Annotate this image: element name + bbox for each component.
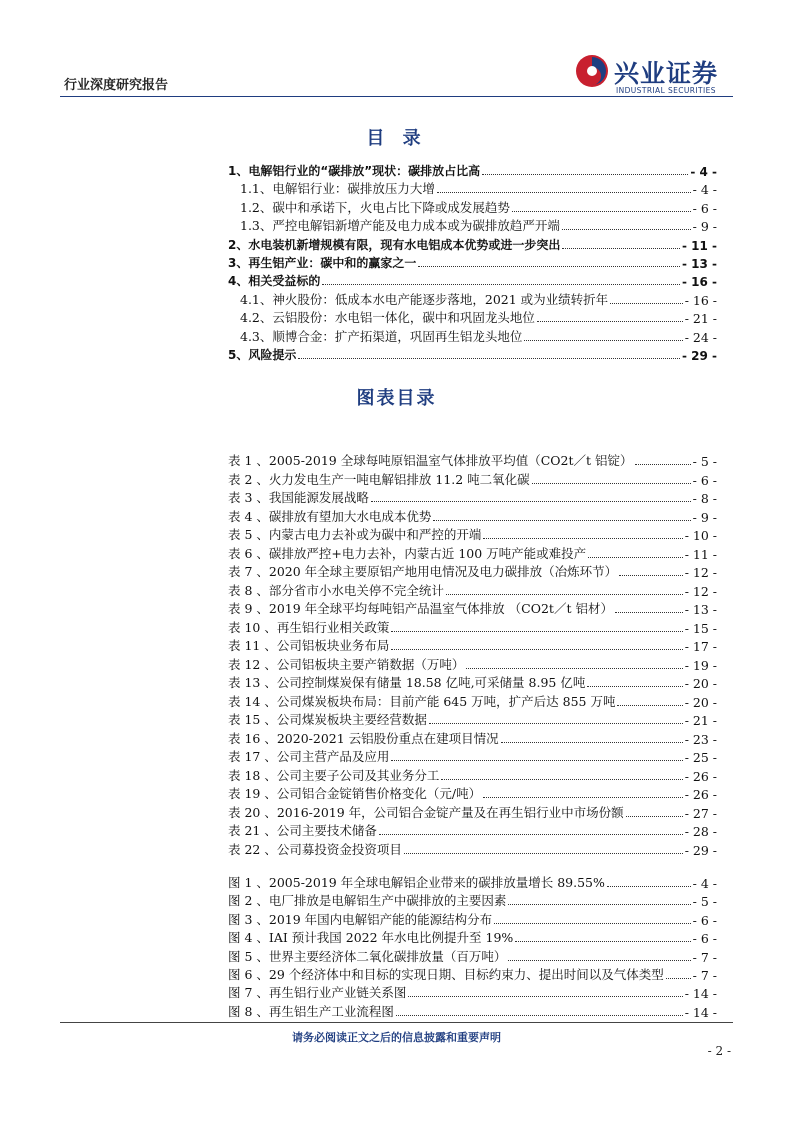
table-index-entry[interactable] (228, 747, 717, 765)
entry-page-number: - 6 - (692, 472, 717, 488)
table-index-entry[interactable] (228, 618, 717, 636)
entry-page-number: - 4 - (692, 876, 717, 891)
dot-leader (483, 538, 682, 539)
dot-leader (617, 705, 682, 706)
entry-title: 表 22 、公司募投资金投资项目 (228, 841, 402, 857)
dot-leader (437, 192, 691, 193)
company-logo (574, 52, 744, 100)
toc-entry[interactable] (228, 253, 717, 271)
toc-entry[interactable] (228, 271, 717, 289)
footer-divider (60, 1022, 733, 1023)
chart-index-entry[interactable] (228, 928, 717, 946)
entry-page-number: - 7 - (692, 949, 717, 965)
entry-page-number: - 12 - (684, 583, 717, 599)
entry-title: 图 3 、2019 年国内电解铝产能的能源结构分布 (228, 911, 493, 927)
chart-index-entry[interactable] (228, 891, 717, 909)
table-index-entry[interactable] (228, 488, 717, 506)
entry-title: 表 2 、火力发电生产一吨电解铝排放 11.2 吨二氧化碳 (228, 471, 530, 487)
entry-page-number: - 5 - (692, 454, 717, 469)
entry-page-number: - 26 - (684, 787, 717, 802)
entry-page-number: - 10 - (684, 528, 717, 543)
logo-emblem-icon (574, 52, 610, 90)
dot-leader (515, 941, 690, 942)
toc-entry[interactable] (240, 179, 717, 197)
entry-title: 图 4 、IAI 预计我国 2022 年水电比例提升至 19% (228, 930, 514, 946)
entry-page-number: - 11 - (684, 546, 717, 562)
entry-title: 表 4 、碳排放有望加大水电成本优势 (228, 508, 432, 524)
table-index-entry[interactable] (228, 692, 717, 710)
table-index-entry[interactable] (228, 636, 717, 654)
toc-entry[interactable] (240, 198, 717, 216)
entry-title: 表 12 、公司铝板块主要产销数据（万吨） (228, 656, 465, 672)
entry-title: 表 11 、公司铝板块业务布局 (228, 638, 390, 653)
table-index-entry[interactable] (228, 581, 717, 599)
entry-title: 1、电解铝行业的“碳排放”现状：碳排放占比高 (228, 164, 481, 178)
entry-page-number: - 7 - (692, 968, 717, 983)
figure-index-title: 图表目录 (356, 388, 437, 409)
dot-leader (512, 211, 691, 212)
entry-title: 表 9 、2019 年全球平均每吨铝产品温室气体排放 （CO2t／t 铝材） (228, 601, 613, 616)
dot-leader (391, 649, 682, 650)
table-index-entry[interactable] (228, 803, 717, 821)
table-index-entry[interactable] (228, 655, 717, 673)
entry-title: 4.3、顺博合金：扩产拓渠道，巩固再生铝龙头地位 (240, 328, 523, 344)
entry-page-number: - 9 - (692, 509, 717, 525)
entry-title: 表 16 、2020-2021 云铝股份重点在建项目情况 (228, 730, 499, 746)
entry-page-number: - 20 - (684, 676, 717, 691)
dot-leader (322, 284, 680, 285)
entry-title: 图 8 、再生铝生产工业流程图 (228, 1003, 394, 1019)
dot-leader (532, 483, 691, 484)
logo-chinese-name: 兴业证券 (614, 59, 719, 88)
entry-page-number: - 23 - (684, 731, 717, 747)
entry-page-number: - 16 - (681, 275, 717, 290)
dot-leader (466, 668, 682, 669)
dot-leader (404, 853, 683, 854)
dot-leader (537, 321, 683, 322)
entry-page-number: - 13 - (684, 602, 717, 617)
entry-title: 图 2 、电厂排放是电解铝生产中碳排放的主要因素 (228, 893, 507, 909)
entry-page-number: - 9 - (692, 219, 717, 235)
entry-title: 1.1、电解铝行业：碳排放压力大增 (240, 181, 435, 197)
dot-leader (396, 1015, 683, 1016)
dot-leader (391, 760, 682, 761)
entry-page-number: - 14 - (684, 986, 717, 1002)
toc-entry[interactable] (240, 308, 717, 326)
entry-title: 图 1 、2005-2019 年全球电解铝企业带来的碳排放量增长 89.55% (228, 875, 605, 890)
dot-leader (607, 886, 691, 887)
dot-leader (379, 834, 683, 835)
entry-title: 5、风险提示 (228, 348, 297, 362)
disclaimer-notice: 请务必阅读正文之后的信息披露和重要声明 (292, 1031, 501, 1044)
toc-entry[interactable] (240, 290, 717, 308)
dot-leader (482, 174, 688, 175)
dot-leader (524, 340, 682, 341)
table-index-entry[interactable] (228, 599, 717, 617)
entry-page-number: - 24 - (684, 329, 717, 345)
entry-title: 图 7 、再生铝行业产业链关系图 (228, 985, 407, 1001)
table-index-entry[interactable] (228, 673, 717, 691)
entry-page-number: - 29 - (684, 842, 717, 858)
header-divider (60, 96, 733, 97)
entry-title: 表 21 、公司主要技术储备 (228, 823, 377, 838)
dot-leader (508, 904, 690, 905)
toc-entry[interactable] (228, 161, 717, 179)
entry-page-number: - 29 - (681, 349, 717, 363)
entry-page-number: - 17 - (684, 639, 717, 654)
dot-leader (587, 686, 682, 687)
logo-english-name: INDUSTRIAL SECURITIES (616, 86, 716, 95)
toc-entry[interactable] (228, 235, 717, 253)
entry-page-number: - 28 - (684, 824, 717, 839)
dot-leader (619, 575, 683, 576)
toc-entry[interactable] (228, 345, 717, 363)
entry-page-number: - 21 - (684, 311, 717, 327)
entry-page-number: - 21 - (684, 713, 717, 728)
table-index-entry[interactable] (228, 507, 717, 525)
table-index-entry[interactable] (228, 470, 717, 488)
entry-title: 图 5 、世界主要经济体二氧化碳排放量（百万吨） (228, 948, 507, 964)
entry-page-number: - 4 - (690, 165, 717, 179)
entry-page-number: - 19 - (684, 657, 717, 673)
entry-page-number: - 11 - (681, 238, 717, 253)
entry-page-number: - 27 - (684, 805, 717, 821)
dot-leader (371, 501, 691, 502)
entry-page-number: - 5 - (692, 894, 717, 910)
entry-title: 表 19 、公司铝合金锭销售价格变化（元/吨） (228, 786, 482, 801)
entry-page-number: - 6 - (692, 912, 717, 928)
table-index-entry[interactable] (228, 766, 717, 784)
entry-title: 表 20 、2016-2019 年，公司铝合金锭产量及在再生铝行业中市场份额 (228, 804, 624, 820)
entry-title: 3、再生铝产业：碳中和的赢家之一 (228, 256, 417, 270)
dot-leader (508, 960, 690, 961)
entry-page-number: - 8 - (692, 491, 717, 506)
toc-title: 目 录 (366, 128, 427, 149)
entry-title: 2、水电装机新增规模有限，现有水电铝成本优势或进一步突出 (228, 237, 561, 252)
chart-index-entry[interactable] (228, 1002, 717, 1020)
entry-title: 图 6 、29 个经济体中和目标的实现日期、目标约束力、提出时间以及气体类型 (228, 967, 664, 982)
entry-title: 4、相关受益标的 (228, 274, 321, 289)
entry-page-number: - 15 - (684, 620, 717, 636)
table-index-entry[interactable] (228, 784, 717, 802)
dot-leader (588, 557, 683, 558)
entry-page-number: - 4 - (692, 182, 717, 198)
table-index-entry[interactable] (228, 451, 717, 469)
dot-leader (408, 996, 682, 997)
entry-title: 表 10 、再生铝行业相关政策 (228, 619, 390, 635)
dot-leader (562, 248, 680, 249)
entry-page-number: - 6 - (692, 200, 717, 216)
entry-page-number: - 13 - (681, 257, 717, 271)
table-index-entry[interactable] (228, 525, 717, 543)
chart-index-entry[interactable] (228, 983, 717, 1001)
entry-title: 1.3、严控电解铝新增产能及电力成本或为碳排放趋严开端 (240, 218, 560, 234)
entry-title: 表 1 、2005-2019 全球每吨原铝温室气体排放平均值（CO2t／t 铝锭） (228, 453, 633, 468)
chart-index-entry[interactable] (228, 873, 717, 891)
table-index-entry[interactable] (228, 562, 717, 580)
dot-leader (610, 303, 683, 304)
toc-entry[interactable] (240, 327, 717, 345)
entry-title: 表 8 、部分省市小水电关停不完全统计 (228, 582, 444, 598)
table-index-entry[interactable] (228, 544, 717, 562)
entry-title: 表 14 、公司煤炭板块布局：目前产能 645 万吨，扩产后达 855 万吨 (228, 693, 616, 709)
table-index-entry[interactable] (228, 821, 717, 839)
dot-leader (626, 816, 683, 817)
dot-leader (483, 797, 683, 798)
dot-leader (433, 520, 690, 521)
dot-leader (635, 464, 691, 465)
entry-title: 表 7 、2020 年全球主要原铝产地用电情况及电力碳排放（冶炼环节） (228, 564, 618, 579)
toc-entry[interactable] (240, 216, 717, 234)
table-index-entry[interactable] (228, 729, 717, 747)
table-index-entry[interactable] (228, 840, 717, 858)
dot-leader (501, 742, 683, 743)
entry-title: 表 18 、公司主要子公司及其业务分工 (228, 767, 440, 783)
page-number: - 2 - (707, 1044, 731, 1058)
chart-index-entry[interactable] (228, 947, 717, 965)
entry-title: 表 5 、内蒙古电力去补或为碳中和严控的开端 (228, 527, 482, 542)
report-type-label: 行业深度研究报告 (64, 78, 169, 93)
chart-index-entry[interactable] (228, 965, 717, 983)
dot-leader (666, 978, 691, 979)
entry-page-number: - 16 - (684, 292, 717, 308)
table-index-entry[interactable] (228, 710, 717, 728)
dot-leader (615, 612, 683, 613)
dot-leader (418, 266, 680, 267)
dot-leader (562, 229, 691, 230)
dot-leader (441, 779, 682, 780)
entry-page-number: - 6 - (692, 931, 717, 947)
dot-leader (446, 594, 683, 595)
dot-leader (298, 358, 680, 359)
dot-leader (494, 923, 690, 924)
entry-page-number: - 12 - (684, 565, 717, 580)
entry-title: 表 15 、公司煤炭板块主要经营数据 (228, 712, 427, 727)
entry-title: 表 13 、公司控制煤炭保有储量 18.58 亿吨,可采储量 8.95 亿吨 (228, 675, 586, 690)
entry-title: 1.2、碳中和承诺下，火电占比下降或成发展趋势 (240, 199, 510, 215)
entry-title: 表 6 、碳排放严控+电力去补，内蒙古近 100 万吨产能或难投产 (228, 545, 587, 561)
entry-page-number: - 25 - (684, 750, 717, 765)
chart-index-entry[interactable] (228, 910, 717, 928)
entry-title: 表 17 、公司主营产品及应用 (228, 749, 390, 764)
entry-page-number: - 14 - (684, 1004, 717, 1020)
dot-leader (429, 723, 683, 724)
dot-leader (391, 631, 682, 632)
entry-page-number: - 20 - (684, 694, 717, 710)
entry-page-number: - 26 - (684, 768, 717, 784)
entry-title: 4.1、神火股份：低成本水电产能逐步落地，2021 或为业绩转折年 (240, 291, 609, 307)
entry-title: 表 3 、我国能源发展战略 (228, 490, 369, 505)
entry-title: 4.2、云铝股份：水电铝一体化，碳中和巩固龙头地位 (240, 310, 535, 326)
